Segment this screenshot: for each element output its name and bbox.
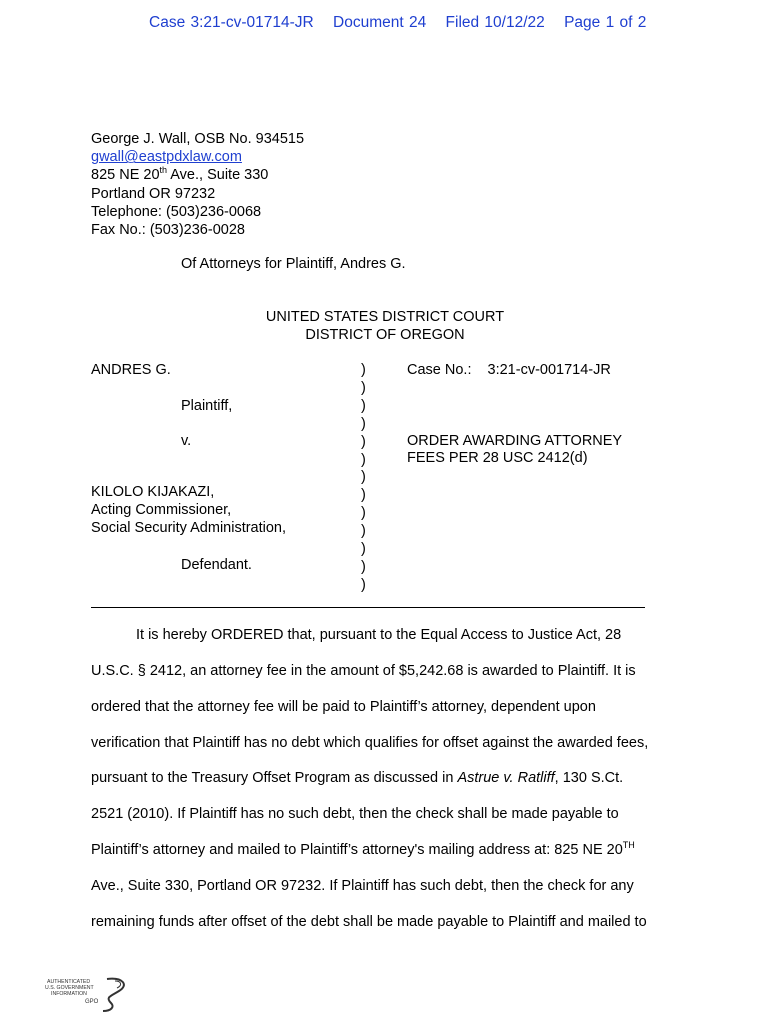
body-line-7: Plaintiff’s attorney and mailed to Plaintiff’s attorney's mailing address at: 825 NE 20TH — [91, 840, 635, 858]
attorney-name: George J. Wall, OSB No. 934515 — [91, 131, 305, 147]
gpo-seal-icon — [45, 975, 135, 1015]
body-line-3: ordered that the attorney fee will be paid to Plaintiff’s attorney, dependent upon — [91, 699, 596, 715]
gpo-line-4: GPO — [85, 999, 99, 1005]
filing-header — [149, 14, 660, 32]
body-line-2: U.S.C. § 2412, an attorney fee in the amount of $5,242.68 is awarded to Plaintiff. It is — [91, 663, 636, 679]
of-attorneys-line: Of Attorneys for Plaintiff, Andres G. — [181, 256, 406, 272]
attorney-email-link[interactable]: gwall@eastpdxlaw.com — [91, 149, 242, 166]
body-line-5: pursuant to the Treasury Offset Program as discussed in Astrue v. Ratliff, 130 S.Ct. — [91, 770, 624, 786]
case-number-line — [407, 362, 611, 378]
caption-divider — [91, 607, 645, 608]
body-line-8: Ave., Suite 330, Portland OR 97232. If Plaintiff has such debt, then the check for any — [91, 878, 634, 894]
body-line-9: remaining funds after offset of the debt shall be made payable to Plaintiff and mailed to — [91, 914, 647, 930]
plaintiff-label: Plaintiff, — [181, 398, 233, 414]
versus-label: v. — [181, 433, 192, 449]
plaintiff-name: ANDRES G. — [91, 362, 171, 378]
attorney-address: 825 NE 20th Ave., Suite 330 — [91, 165, 269, 184]
caption-parentheses: ) ) ) ) ) ) ) ) ) ) ) ) ) — [361, 362, 366, 593]
attorney-telephone: Telephone: (503)236-0068 — [91, 203, 262, 220]
header-filed: Filed 10/12/22 — [445, 14, 545, 31]
defendant-title-1: Acting Commissioner, — [91, 502, 232, 518]
order-title-2: FEES PER 28 USC 2412(d) — [407, 450, 588, 466]
court-name: UNITED STATES DISTRICT COURT — [265, 309, 505, 325]
order-title-1: ORDER AWARDING ATTORNEY — [407, 433, 623, 449]
header-page: Page 1 of 2 — [564, 14, 647, 31]
gpo-line-3: INFORMATION — [51, 991, 87, 997]
court-district: DISTRICT OF OREGON — [305, 327, 465, 343]
header-case: Case 3:21-cv-01714-JR — [149, 14, 314, 31]
body-line-1: It is hereby ORDERED that, pursuant to the Equal Access to Justice Act, 28 — [136, 627, 622, 643]
attorney-city: Portland OR 97232 — [91, 185, 216, 202]
defendant-title-2: Social Security Administration, — [91, 520, 287, 536]
body-line-4: verification that Plaintiff has no debt which qualifies for offset against the awarded fees, — [91, 735, 649, 751]
attorney-fax: Fax No.: (503)236-0028 — [91, 222, 245, 239]
defendant-label: Defendant. — [181, 557, 252, 573]
gpo-line-2: U.S. GOVERNMENT — [45, 985, 94, 991]
case-label: Case No.: — [407, 362, 472, 378]
body-line-6: 2521 (2010). If Plaintiff has no such debt, then the check shall be made payable to — [91, 806, 619, 822]
attorney-block — [91, 130, 304, 239]
defendant-name: KILOLO KIJAKAZI, — [91, 484, 215, 500]
gpo-line-1: AUTHENTICATED — [47, 979, 91, 985]
header-document: Document 24 — [333, 14, 427, 31]
case-number: 3:21-cv-001714-JR — [487, 362, 611, 378]
